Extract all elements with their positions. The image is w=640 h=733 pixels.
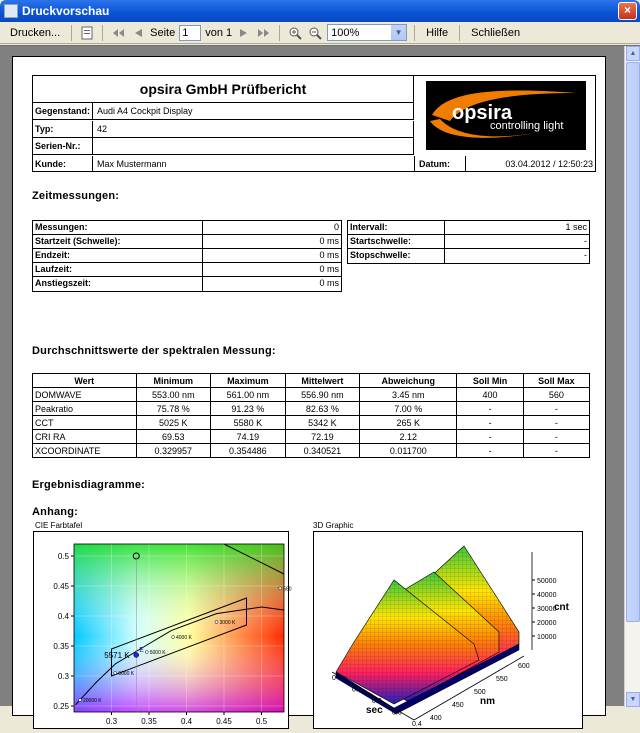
y-tick-label: 450 [452, 702, 464, 709]
y-tick-label: 0.3 [57, 672, 69, 681]
measured-point-marker: E [139, 647, 144, 654]
table-cell: 265 K [360, 416, 457, 430]
x-tick-label: 0.35 [141, 717, 157, 726]
x-tick-label: 0.5 [255, 717, 268, 726]
table-cell: - [457, 402, 523, 416]
table-cell: 560 [523, 388, 589, 402]
cie-plot-area [74, 544, 292, 712]
x-tick-label: 0.45 [216, 717, 232, 726]
table-row [33, 235, 341, 249]
table-cell: - [457, 416, 523, 430]
z-tick-label: 10000 [537, 634, 557, 641]
window-titlebar [0, 0, 640, 22]
section-spektral: Durchschnittswerte der spektralen Messung: [32, 345, 276, 357]
table-cell: 72.19 [285, 430, 360, 444]
field-row-typ [33, 121, 414, 138]
y-tick-label: 0.45 [53, 582, 69, 591]
row-label: Messungen: [35, 222, 88, 232]
table-row [33, 388, 590, 402]
z-tick-label: 20000 [537, 620, 557, 627]
section-anhang: Anhang: [32, 506, 79, 518]
field-label: Kunde: [33, 156, 93, 172]
preview-area [0, 45, 640, 728]
graph3d-surface [334, 540, 529, 714]
graph3d-chart [313, 531, 583, 729]
field-row-serien-nr [33, 138, 414, 155]
column-header: Abweichung [360, 374, 457, 388]
y-tick-label: 0.5 [57, 552, 69, 561]
zoom-in-icon[interactable] [287, 25, 303, 41]
table-cell: 2.12 [360, 430, 457, 444]
table-cell: 0.329957 [136, 444, 211, 458]
x-tick-label: 0.4 [180, 717, 193, 726]
app-icon [4, 4, 18, 18]
table-cell: - [457, 444, 523, 458]
planck-marker [172, 636, 175, 639]
table-row [33, 277, 341, 291]
zoom-out-icon[interactable] [307, 25, 323, 41]
planck-marker [145, 651, 148, 654]
y-tick-label: 550 [496, 676, 508, 683]
page-number-input[interactable] [179, 25, 201, 41]
row-value: 0 ms [319, 264, 339, 274]
chevron-down-icon[interactable]: ▼ [391, 25, 406, 40]
y-tick-label: 0.25 [53, 702, 69, 711]
column-header: Mittelwert [285, 374, 360, 388]
x-tick-label: 0 [332, 675, 336, 682]
toolbar-separator [459, 25, 460, 41]
zoom-value: 100% [331, 26, 360, 39]
page-setup-icon[interactable] [79, 25, 95, 41]
row-label: Startzeit (Schwelle): [35, 236, 121, 246]
table-cell: XCOORDINATE [33, 444, 137, 458]
z-tick-label: 40000 [537, 592, 557, 599]
column-header: Soll Min [457, 374, 523, 388]
measured-point-label: 5571 K [104, 651, 130, 660]
table-cell: CCT [33, 416, 137, 430]
table-cell: - [523, 402, 589, 416]
z-tick-label: 50000 [537, 578, 557, 585]
row-label: Anstiegszeit: [35, 278, 92, 288]
print-button[interactable]: Drucken... [10, 26, 61, 39]
table-row [348, 249, 589, 263]
table-row [348, 235, 589, 249]
toolbar-separator [102, 25, 103, 41]
y-tick-label: 600 [518, 663, 530, 670]
field-label: Serien-Nr.: [33, 138, 93, 154]
column-header: Wert [33, 374, 137, 388]
report-page [12, 56, 606, 728]
table-cell: CRI RA [33, 430, 137, 444]
table-cell: - [457, 430, 523, 444]
table-cell: 0.340521 [285, 444, 360, 458]
graph3d-svg [314, 532, 584, 730]
row-label: Endzeit: [35, 250, 70, 260]
column-header: Soll Max [523, 374, 589, 388]
table-cell: 3.45 nm [360, 388, 457, 402]
x-tick-label: 0.4 [412, 721, 422, 728]
column-header: Minimum [136, 374, 211, 388]
scrollbar-thumb[interactable] [626, 62, 640, 622]
row-value: 1 sec [565, 222, 587, 232]
table-row [33, 402, 590, 416]
previous-page-icon[interactable] [130, 25, 146, 41]
table-row [33, 221, 341, 235]
table-cell: 400 [457, 388, 523, 402]
row-label: Stopschwelle: [350, 250, 411, 260]
scroll-up-icon[interactable]: ▲ [626, 46, 640, 61]
y-tick-label: 0.35 [53, 642, 69, 651]
table-cell: 5342 K [285, 416, 360, 430]
cie-chart [33, 531, 292, 729]
field-row-kunde-datum [33, 156, 597, 172]
z-axis-label: cnt [554, 602, 569, 613]
z-tick-label: 30000 [537, 606, 557, 613]
planck-label: 580 [283, 586, 292, 593]
table-cell: 553.00 nm [136, 388, 211, 402]
zeit-left-table [32, 220, 342, 292]
table-row [33, 416, 590, 430]
section-ergebnis: Ergebnisdiagramme: [32, 479, 146, 491]
field-label: Gegenstand: [33, 103, 93, 119]
y-tick-label: 500 [474, 689, 486, 696]
row-value: 0 [333, 222, 339, 232]
toolbar-separator [71, 25, 72, 41]
y-tick-label: 400 [430, 715, 442, 722]
next-page-icon[interactable] [236, 25, 252, 41]
planck-marker [215, 621, 218, 624]
field-value: Audi A4 Cockpit Display [97, 106, 193, 116]
x-tick-label: 0.1 [352, 686, 362, 694]
field-label: Typ: [33, 121, 93, 137]
table-cell: 91.23 % [211, 402, 286, 416]
table-row [33, 263, 341, 277]
cie-chart-label: CIE Farbtafel [35, 521, 83, 530]
column-header: Maximum [211, 374, 286, 388]
table-cell: 561.00 nm [211, 388, 286, 402]
planck-label: 3000 K [219, 620, 236, 626]
table-cell: 75.78 % [136, 402, 211, 416]
row-label: Startschwelle: [350, 236, 412, 246]
table-cell: Peakratio [33, 402, 137, 416]
field-value: 42 [97, 124, 108, 134]
opsira-logo [426, 81, 586, 150]
field-row-gegenstand [33, 103, 414, 120]
row-label: Intervall: [350, 222, 388, 232]
last-page-icon[interactable] [256, 25, 272, 41]
table-cell: DOMWAVE [33, 388, 137, 402]
spectral-table [32, 373, 590, 458]
table-cell: 82.63 % [285, 402, 360, 416]
table-cell: - [523, 444, 589, 458]
table-cell: 7.00 % [360, 402, 457, 416]
field-value: Max Mustermann [97, 159, 167, 169]
table-cell: - [523, 430, 589, 444]
table-cell: 0.354486 [211, 444, 286, 458]
zeit-right-table [347, 220, 590, 264]
row-value: 0 ms [319, 250, 339, 260]
row-value: 0 ms [319, 278, 339, 288]
table-cell: 5580 K [211, 416, 286, 430]
scroll-down-icon[interactable]: ▼ [626, 692, 640, 707]
vertical-scrollbar[interactable] [624, 46, 640, 707]
planck-marker [79, 699, 82, 702]
table-cell: 0.011700 [360, 444, 457, 458]
planck-label: 20000 K [83, 698, 102, 704]
help-button[interactable]: Hilfe [426, 26, 449, 39]
graph3d-label: 3D Graphic [313, 521, 354, 530]
x-tick-label: 0.3 [392, 709, 402, 717]
planck-label: 6000 K [118, 671, 135, 677]
table-cell: 74.19 [211, 430, 286, 444]
table-row [33, 430, 590, 444]
close-preview-button[interactable]: Schließen [471, 26, 521, 39]
page-label: Seite [150, 26, 176, 39]
report-header [32, 75, 596, 172]
row-value: - [584, 236, 587, 246]
report-title: opsira GmbH Prüfbericht [33, 76, 414, 103]
row-value: - [584, 250, 587, 260]
section-zeitmessungen: Zeitmessungen: [32, 190, 120, 202]
table-row [348, 221, 589, 235]
table-cell: 556.90 nm [285, 388, 360, 402]
date-label: Datum: [414, 156, 466, 172]
y-tick-label: 0.4 [57, 612, 69, 621]
x-tick-label: 0.2 [372, 698, 382, 705]
planck-label: 5000 K [149, 650, 166, 656]
measured-point [134, 653, 139, 658]
zoom-select[interactable] [327, 24, 407, 41]
table-cell: 69.53 [136, 430, 211, 444]
row-label: Laufzeit: [35, 264, 72, 274]
x-axis-label: sec [366, 705, 383, 716]
table-row [33, 249, 341, 263]
first-page-icon[interactable] [110, 25, 126, 41]
date-value: 03.04.2012 / 12:50:23 [505, 159, 593, 169]
svg-text:controlling light: controlling light [490, 120, 564, 132]
svg-text:opsira: opsira [452, 102, 513, 124]
y-axis-label: nm [480, 696, 495, 707]
row-value: 0 ms [319, 236, 339, 246]
table-cell: - [523, 416, 589, 430]
x-tick-label: 0.3 [105, 717, 118, 726]
planck-marker [279, 587, 282, 590]
planck-marker [114, 672, 117, 675]
table-row [33, 444, 590, 458]
cie-chart-svg [34, 532, 290, 730]
toolbar-separator [279, 25, 280, 41]
toolbar-separator [414, 25, 415, 41]
toolbar [0, 22, 640, 44]
table-cell: 5025 K [136, 416, 211, 430]
planck-label: 4000 K [176, 635, 192, 641]
page-count-label: von 1 [205, 26, 233, 39]
window-title: Druckvorschau [22, 4, 110, 18]
close-window-button[interactable]: × [618, 2, 637, 20]
table-header-row [33, 374, 590, 388]
